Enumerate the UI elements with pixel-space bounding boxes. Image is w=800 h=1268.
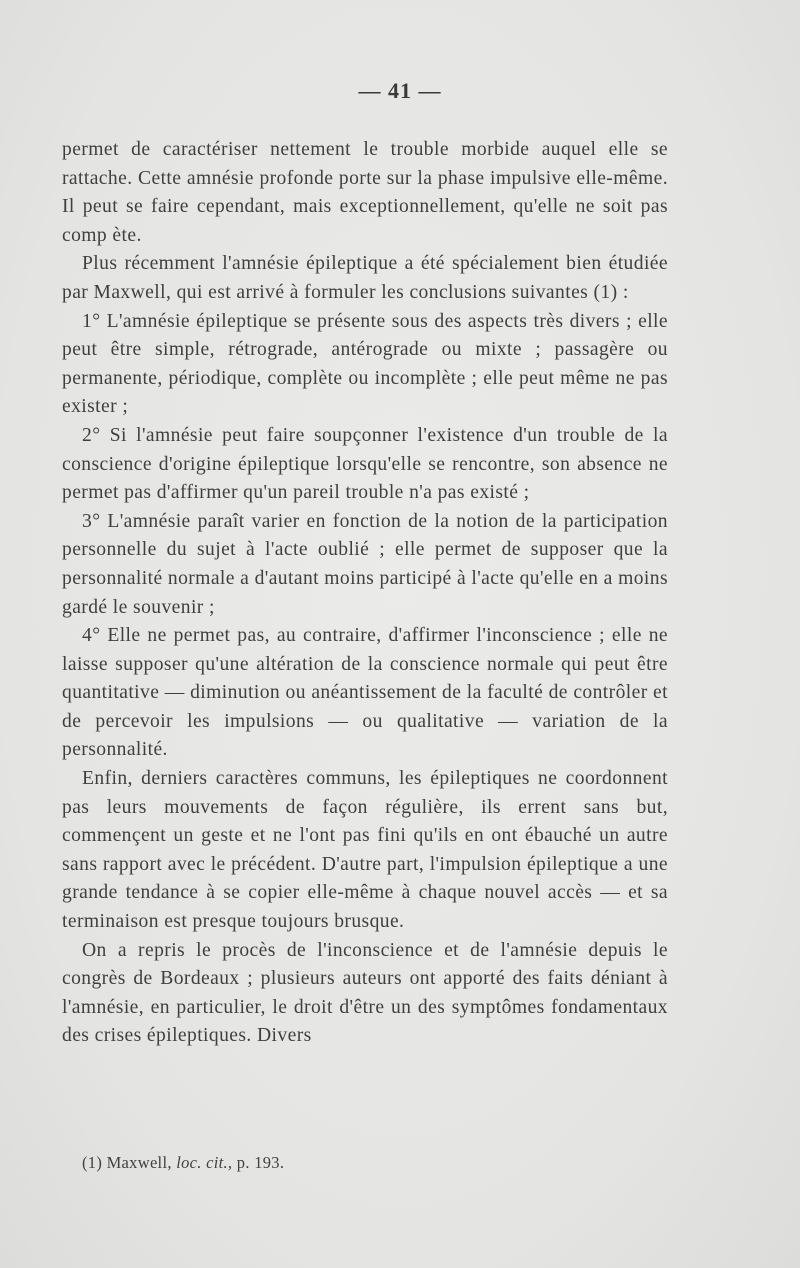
footnote [82,1153,284,1173]
paragraph: 3° L'amnésie paraît varier en fonction de la notion de la participation personnelle du sujet à l'acte oublié ; elle permet de supposer que la personnalité normale a d'autant moins participé à l'acte qu'elle en a moins gardé le souvenir ; [62,510,668,618]
body-text [62,136,668,1051]
paragraph: Plus récemment l'amnésie épileptique a été spécialement bien étudiée par Maxwell, qui est arrivé à formuler les conclusions suivantes (1) : [62,253,668,303]
paragraph: permet de caractériser nettement le trouble morbide auquel elle se rattache. Cette amnésie profonde porte sur la phase impulsive elle-même. Il peut se faire cependant, mais exceptionnellement, qu'elle ne soit pas comp ète. [62,139,668,246]
footnote-author: Maxwell, [106,1153,172,1172]
footnote-marker: (1) [82,1153,103,1172]
page-number: — 41 — [358,78,442,103]
footnote-citation: loc. cit., [176,1153,233,1172]
paragraph: On a repris le procès de l'inconscience et de l'amnésie depuis le congrès de Bordeaux ; plusieurs auteurs ont apporté des faits déniant à l'amnésie, en particulier, le droit d'être un des symptômes fondamentaux des crises épileptiques. Divers [62,939,668,1047]
paragraph: 1° L'amnésie épileptique se présente sous des aspects très divers ; elle peut être simple, rétrograde, antérograde ou mixte ; passagère ou permanente, périodique, complète ou incomplète ; elle peut même ne pas exister ; [62,310,668,418]
footnote-page: p. 193. [236,1153,285,1172]
paragraph: 2° Si l'amnésie peut faire soupçonner l'existence d'un trouble de la conscience d'origine épileptique lorsqu'elle se rencontre, son absence ne permet pas d'affirmer qu'un pareil trouble n'a pas existé ; [62,424,668,504]
paragraph: 4° Elle ne permet pas, au contraire, d'affirmer l'inconscience ; elle ne laisse supposer qu'une altération de la conscience normale qui peut être quantitative — diminution ou anéantissement de la faculté de contrôler et de percevoir les impulsions — ou qualitative — variation de la personnalité. [62,625,668,761]
paragraph: Enfin, derniers caractères communs, les épileptiques ne coordonnent pas leurs mouvements de façon régulière, ils errent sans but, commençent un geste et ne l'ont pas fini qu'ils en ont ébauché un autre sans rapport avec le précédent. D'autre part, l'impulsion épileptique a une grande tendance à se copier elle-même à chaque nouvel accès — et sa terminaison est presque toujours brusque. [62,768,668,933]
